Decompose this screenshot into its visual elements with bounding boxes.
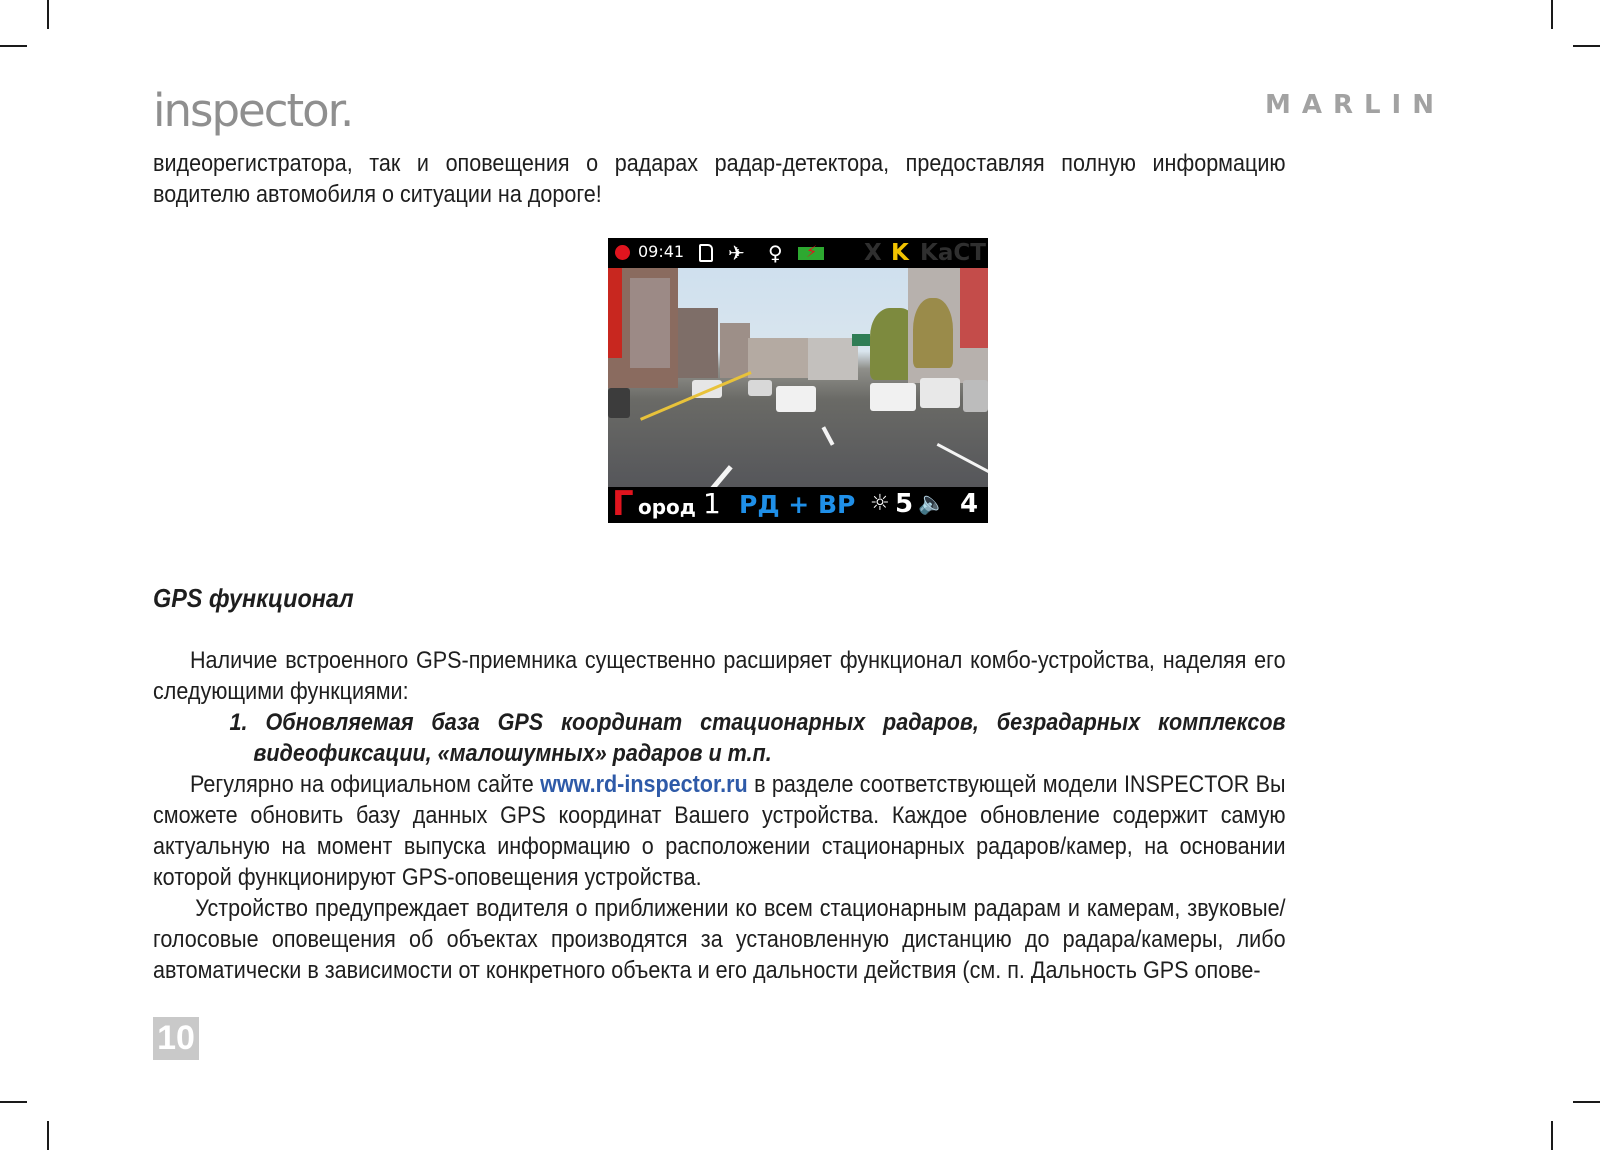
building — [678, 308, 718, 378]
city-mode-number: 1 — [703, 487, 721, 520]
speaker-icon: 🔈 — [918, 491, 946, 516]
building — [720, 323, 750, 378]
device-screen — [608, 238, 988, 523]
band-kact: KaCT — [920, 240, 986, 266]
page-number: 10 — [153, 1017, 199, 1060]
volume-value: 4 — [960, 489, 979, 519]
building — [608, 268, 622, 358]
crop-mark — [47, 0, 49, 29]
paragraph: Устройство предупреждает водителя о приближении ко всем стационарным радарам и камерам, звуковые/голосовые оповещения об объектах производятся за установленную дистанцию до радара/камеры, либо автоматически в зависимости от конкретного объекта и его дальности действия (см. п. Дальность GPS опове- — [153, 895, 1286, 984]
camera-view — [608, 268, 988, 487]
band-x: X — [864, 240, 882, 266]
tree — [913, 298, 953, 368]
inspector-logo: inspector. — [153, 84, 353, 137]
status-bar — [608, 238, 988, 268]
microphone-icon: ♀ — [768, 241, 783, 265]
building — [960, 268, 988, 348]
car — [963, 380, 988, 412]
crop-mark — [1573, 1101, 1600, 1103]
satellite-icon: ✈ — [728, 241, 745, 265]
car — [870, 383, 916, 411]
building — [808, 338, 858, 380]
building — [630, 278, 670, 368]
crop-mark — [0, 1101, 27, 1103]
sun-icon: ☼ — [870, 491, 890, 516]
sd-card-icon — [699, 244, 713, 262]
crop-mark — [1551, 1121, 1553, 1150]
mode-bar — [608, 484, 988, 523]
detection-mode: РД + ВР — [739, 490, 856, 519]
crop-mark — [0, 45, 27, 47]
paragraph: Наличие встроенного GPS-приемника существенно расширяет функционал комбо-устройства, наделяя его следующими функциями: — [153, 647, 1286, 705]
marlin-brand: MARLIN — [1264, 90, 1445, 120]
section-body — [153, 645, 1286, 986]
lane-marking — [937, 443, 988, 474]
rec-dot-icon — [615, 245, 630, 260]
charging-bolt-icon: ⚡ — [806, 242, 818, 261]
list-item: 1. Обновляемая база GPS координат стационарных радаров, безрадарных комплексов видеофиксации, «малошумных» радаров и т.п. — [229, 709, 1286, 767]
city-mode-label: ород — [638, 495, 696, 519]
intro-paragraph: видеорегистратора, так и оповещения о радарах радар-детектора, предоставляя полную информацию водителю автомобиля о ситуации на дороге! — [153, 150, 1286, 208]
section-heading: GPS функционал — [153, 583, 354, 613]
brightness-value: 5 — [895, 489, 914, 519]
sign-board — [852, 334, 870, 346]
car — [776, 386, 816, 412]
city-mode-letter: Г — [612, 484, 634, 523]
paragraph: Регулярно на официальном сайте www.rd-inspector.ru в разделе соответствующей модели INSPECTOR Вы сможете обновить базу данных GPS координат Вашего устройства. Каждое обновление содержит самую актуальную на момент выпуска информацию о расположении стационарных радаров/камер, на основании которой функционируют GPS-оповещения устройства. — [153, 771, 1286, 891]
website-link[interactable]: www.rd-inspector.ru — [540, 771, 748, 798]
lane-marking — [822, 426, 835, 446]
building — [748, 338, 808, 378]
crop-mark — [47, 1121, 49, 1150]
crop-mark — [1551, 0, 1553, 29]
clock: 09:41 — [638, 242, 685, 261]
crop-mark — [1573, 45, 1600, 47]
car — [748, 380, 772, 396]
band-k: K — [891, 240, 909, 266]
car — [608, 388, 630, 418]
car — [920, 378, 960, 408]
